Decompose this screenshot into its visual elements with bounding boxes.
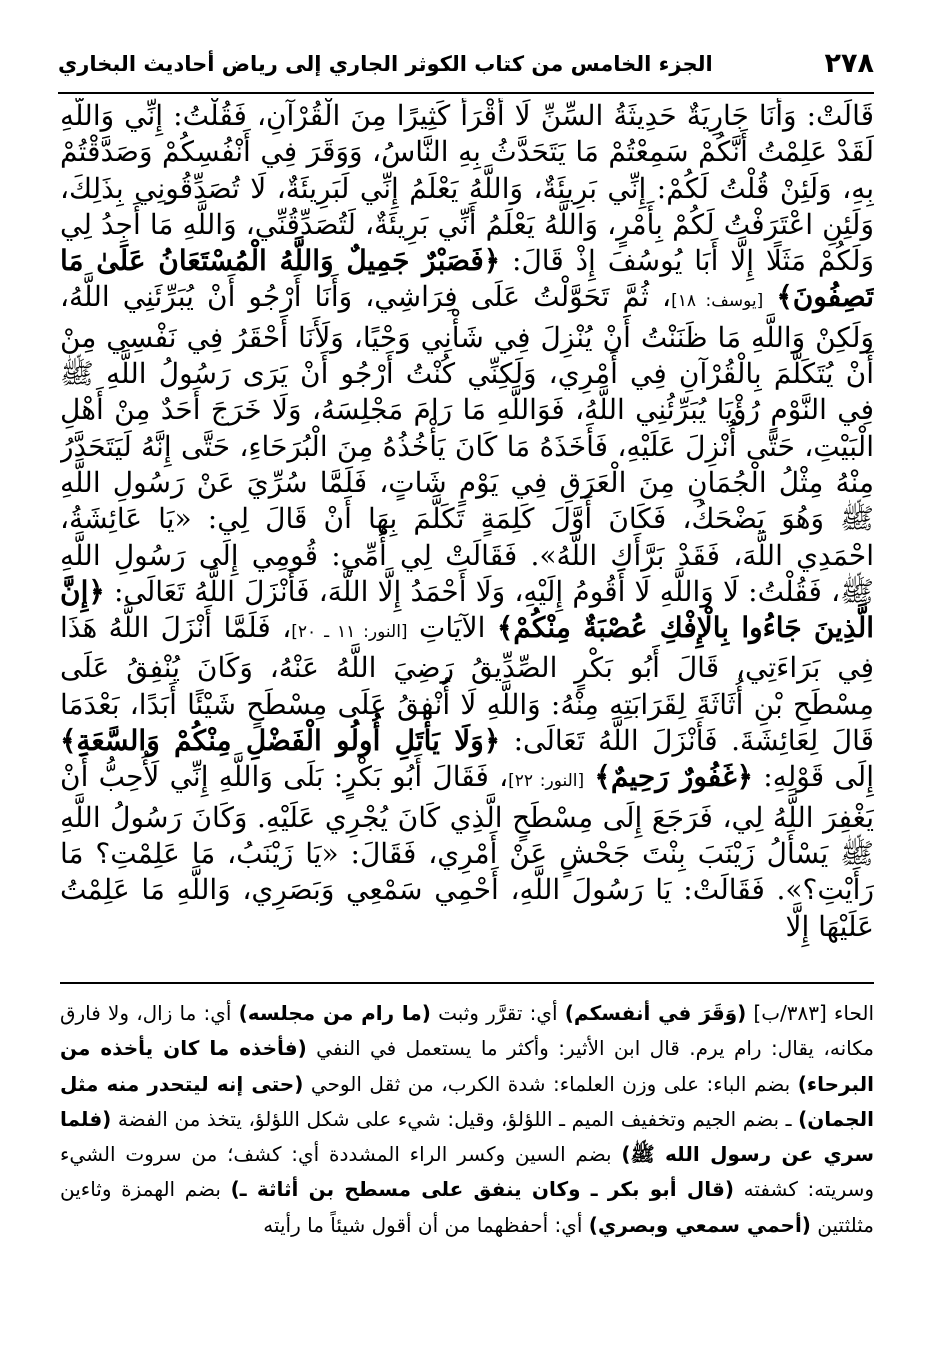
note-lemma: (وَقَرَ في أنفسكم) bbox=[564, 1001, 747, 1025]
note-lemma: (أحمي سمعي وبصري) bbox=[588, 1212, 811, 1237]
note-lemma: (فأخذه ما كان يأخذه من البرحاء) bbox=[60, 1036, 874, 1096]
quran-verse: ﴿إِنَّ الَّذِينَ جَاءُوا بِالْإِفْكِ عُصْبَةٌ مِنْكُمْ﴾ bbox=[60, 574, 874, 645]
text-segment: قَالَتْ: وَأَنَا جَارِيَةٌ حَدِيثَةُ السِّنِّ لَا أَقْرَأُ كَثِيرًا مِنَ الْقُرْآنِ، فَقُلْتُ: إِنِّي وَاللَّهِ لَقَدْ عَلِمْتُ أَنَّكُمْ سَمِعْتُمْ مَا يَتَحَدَّثُ بِهِ النَّاسُ، وَوَقَرَ فِي أَنْفُسِكُمْ وَصَدَّقْتُمْ بِهِ، وَلَئِنْ قُلْتُ لَكُمْ: إِنِّي بَرِيئَةٌ، وَاللَّهُ يَعْلَمُ إِنِّي لَبَرِيئَةٌ، لَا تُصَدِّقُونِي بِذَلِكَ، وَلَئِنِ اعْتَرَفْتُ لَكُمْ بِأَمْرٍ، وَاللَّهُ يَعْلَمُ أَنِّي بَرِيئَةٌ، لَتُصَدِّقُنِّي، وَاللَّهِ مَا أَجِدُ لِي وَلَكُمْ مَثَلًا إِلَّا أَبَا يُوسُفَ إِذْ قَالَ: bbox=[60, 99, 874, 278]
page-number: ٢٧٨ bbox=[824, 48, 874, 79]
quran-verse: ﴿فَصَبْرٌ جَمِيلٌ وَاللَّهُ الْمُسْتَعَانُ عَلَىٰ مَا تَصِفُونَ﴾ bbox=[60, 244, 874, 314]
verse-reference: [يوسف: ١٨] bbox=[671, 291, 764, 312]
note-text: بضم الباء: على وزن العلماء: شدة الكرب، من ثقل الوحي bbox=[310, 1071, 791, 1096]
text-segment: ، فَقَالَ أَبُو بَكْرٍ: بَلَى وَاللَّهِ إِنِّي لَأُحِبُّ أَنْ يَغْفِرَ اللَّهُ لِي، فَرَجَعَ إِلَى مِسْطَحٍ الَّذِي كَانَ يُجْرِي عَلَيْهِ. وَكَانَ رَسُولُ اللَّهِ ﷺ يَسْأَلُ زَيْنَبَ بِنْتَ جَحْشٍ عَنْ أَمْرِي، فَقَالَ: «يَا زَيْنَبُ، مَا عَلِمْتِ؟ مَا رَأَيْتِ؟». فَقَالَتْ: يَا رَسُولَ اللَّهِ، أَحْمِي سَمْعِي وَبَصَرِي، وَاللَّهِ مَا عَلِمْتُ عَلَيْهَا إِلَّا bbox=[60, 760, 874, 943]
quran-verse: ﴿وَلَا يَأْتَلِ أُولُو الْفَضْلِ مِنْكُمْ وَالسَّعَةِ﴾ bbox=[60, 724, 501, 758]
hadith-text bbox=[60, 98, 874, 970]
note-text: بضم السين وكسر الراء المشددة أي: كشف؛ من سروت الشيء وسريته: كشفته bbox=[60, 1142, 874, 1202]
commentary-notes bbox=[60, 996, 874, 1286]
verse-reference: [النور: ٢٢] bbox=[508, 771, 585, 792]
text-segment: إِلَى قَوْلِهِ: bbox=[763, 760, 874, 794]
text-segment: الآيَاتِ bbox=[419, 611, 486, 645]
note-lemma: (ما رام من مجلسه) bbox=[238, 1001, 431, 1025]
verse-reference: [النور: ١١ ـ ٢٠] bbox=[291, 622, 408, 643]
note-text: أي: أحفظهما من أن أقول شيئاً ما رأيته bbox=[263, 1212, 583, 1237]
note-lemma: (قال أبو بكر ـ وكان ينفق على مسطح بن أثاثة ـ) bbox=[230, 1177, 734, 1202]
note-lemma: (فلما سري عن رسول الله ﷺ) bbox=[60, 1106, 874, 1167]
note-text: بضم الهمزة وثاءين مثلثتين bbox=[60, 1177, 874, 1237]
text-segment: ، ثُمَّ تَحَوَّلْتُ عَلَى فِرَاشِي، وَأَنَا أَرْجُو أَنْ يُبَرِّئَنِي اللَّهُ، وَلَكِنْ وَاللَّهِ مَا ظَنَنْتُ أَنْ يُنْزِلَ فِي شَأْنِي وَحْيًا، وَلَأَنَا أَحْقَرُ فِي نَفْسِي مِنْ أَنْ يُتَكَلَّمَ بِالْقُرْآنِ فِي أَمْرِي، وَلَكِنِّي كُنْتُ أَرْجُو أَنْ يَرَى رَسُولُ اللَّهِ ﷺ فِي النَّوْمِ رُؤْيَا يُبَرِّئُنِي اللَّهُ، فَوَاللَّهِ مَا رَامَ مَجْلِسَهُ، وَلَا خَرَجَ أَحَدٌ مِنْ أَهْلِ الْبَيْتِ، حَتَّى أُنْزِلَ عَلَيْهِ، فَأَخَذَهُ مَا كَانَ يَأْخُذُهُ مِنَ الْبُرَحَاءِ، حَتَّى إِنَّهُ لَيَتَحَدَّرُ مِنْهُ مِثْلُ الْجُمَانِ مِنَ الْعَرَقِ فِي يَوْمٍ شَاتٍ، فَلَمَّا سُرِّيَ عَنْ رَسُولِ اللَّهِ ﷺ وَهُوَ يَضْحَكُ، فَكَانَ أَوَّلَ كَلِمَةٍ تَكَلَّمَ بِهَا أَنْ قَالَ لِي: «يَا عَائِشَةُ، احْمَدِي اللَّهَ، فَقَدْ بَرَّأَكِ اللَّهُ». فَقَالَتْ لِي أُمِّي: قُومِي إِلَى رَسُولِ اللَّهِ ﷺ، فَقُلْتُ: لَا وَاللَّهِ لَا أَقُومُ إِلَيْهِ، وَلَا أَحْمَدُ إِلَّا اللَّهَ، فَأَنْزَلَ اللَّهُ تَعَالَى: bbox=[60, 280, 874, 608]
note-text: أي: تقرَّر وثبت bbox=[438, 1001, 558, 1025]
text-segment: ، فَلَمَّا أَنْزَلَ اللَّهُ هَذَا فِي بَرَاءَتِي، قَالَ أَبُو بَكْرٍ الصِّدِّيقُ رَضِيَ اللَّهُ عَنْهُ، وَكَانَ يُنْفِقُ عَلَى مِسْطَحِ بْنِ أُثَاثَةَ لِقَرَابَتِهِ مِنْهُ: وَاللَّهِ لَا أُنْفِقُ عَلَى مِسْطَحٍ شَيْئًا أَبَدًا، بَعْدَمَا قَالَ لِعَائِشَةَ. فَأَنْزَلَ اللَّهُ تَعَالَى: bbox=[60, 611, 874, 758]
footnote-divider bbox=[60, 982, 874, 984]
running-title: الجزء الخامس من كتاب الكوثر الجاري إلى رياض أحاديث البخاري bbox=[58, 52, 713, 76]
note-text: ـ بضم الجيم وتخفيف الميم ـ اللؤلؤ، وقيل: شيء على شكل اللؤلؤ، يتخذ من الفضة bbox=[117, 1106, 792, 1131]
note-lemma: (حتى إنه ليتحدر منه مثل الجمان) bbox=[60, 1071, 874, 1131]
quran-verse: ﴿غَفُورٌ رَحِيمٌ﴾ bbox=[594, 760, 754, 794]
page-header bbox=[58, 40, 874, 94]
note-text: الحاء [٣٨٣/ب] bbox=[753, 1001, 874, 1025]
note-text: أي: ما زال، ولا فارق مكانه، يقال: رام يرم. قال ابن الأثير: وأكثر ما يستعمل في النفي bbox=[60, 1001, 874, 1061]
